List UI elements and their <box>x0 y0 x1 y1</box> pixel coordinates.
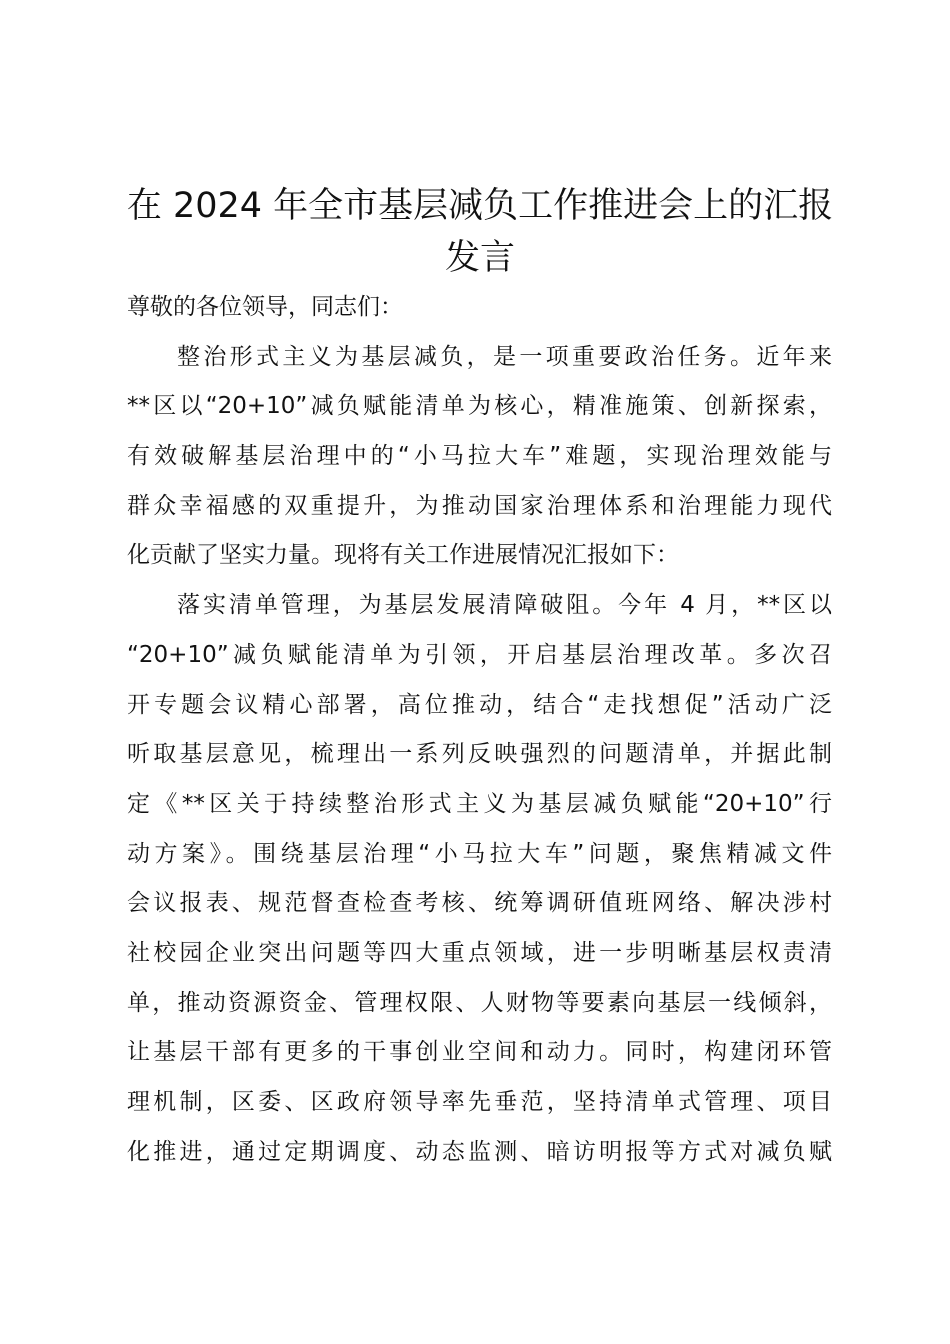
title-line-2: 发言 <box>444 238 515 278</box>
salutation: 尊敬的各位领导，同志们： <box>127 294 403 320</box>
text-line: 理机制，区委、区政府领导率先垂范，坚持清单式管理、项目 <box>127 1089 832 1115</box>
text-line: 听取基层意见，梳理出一系列反映强烈的问题清单，并据此制 <box>127 741 832 768</box>
paragraph-2 <box>127 581 832 1177</box>
document-title <box>110 180 850 284</box>
text-line: 化推进，通过定期调度、动态监测、暗访明报等方式对减负赋 <box>127 1138 832 1165</box>
text-line: 有效破解基层治理中的“小马拉大车”难题，实现治理效能与 <box>127 443 832 470</box>
text-line: 开专题会议精心部署，高位推动，结合“走找想促”活动广泛 <box>127 691 832 718</box>
text-line: 动方案》。围绕基层治理“小马拉大车”问题，聚焦精减文件 <box>127 840 832 867</box>
text-line: “20+10”减负赋能清单为引领，开启基层治理改革。多次召 <box>127 641 832 668</box>
text-line: 社校园企业突出问题等四大重点领域，进一步明晰基层权责清 <box>127 939 832 966</box>
text-line: 整治形式主义为基层减负，是一项重要政治任务。近年来 <box>177 343 832 370</box>
text-line: 让基层干部有更多的干事创业空间和动力。同时，构建闭环管 <box>127 1039 832 1066</box>
text-line: 化贡献了坚实力量。现将有关工作进展情况汇报如下： <box>127 542 679 569</box>
text-line: 群众幸福感的双重提升，为推动国家治理体系和治理能力现代 <box>127 492 832 519</box>
paragraph-1 <box>127 333 832 581</box>
text-line: 定《**区关于持续整治形式主义为基层减负赋能“20+10”行 <box>127 790 832 817</box>
title-line-1: 在 2024 年全市基层减负工作推进会上的汇报 <box>126 186 834 226</box>
text-line: 单，推动资源资金、管理权限、人财物等要素向基层一线倾斜， <box>127 989 832 1016</box>
text-line: 会议报表、规范督查检查考核、统筹调研值班网络、解决涉村 <box>127 890 832 917</box>
text-line: **区以“20+10”减负赋能清单为核心，精准施策、创新探索， <box>127 393 832 420</box>
text-line: 落实清单管理，为基层发展清障破阻。今年 4 月，**区以 <box>177 592 832 619</box>
document-body <box>127 283 832 1177</box>
